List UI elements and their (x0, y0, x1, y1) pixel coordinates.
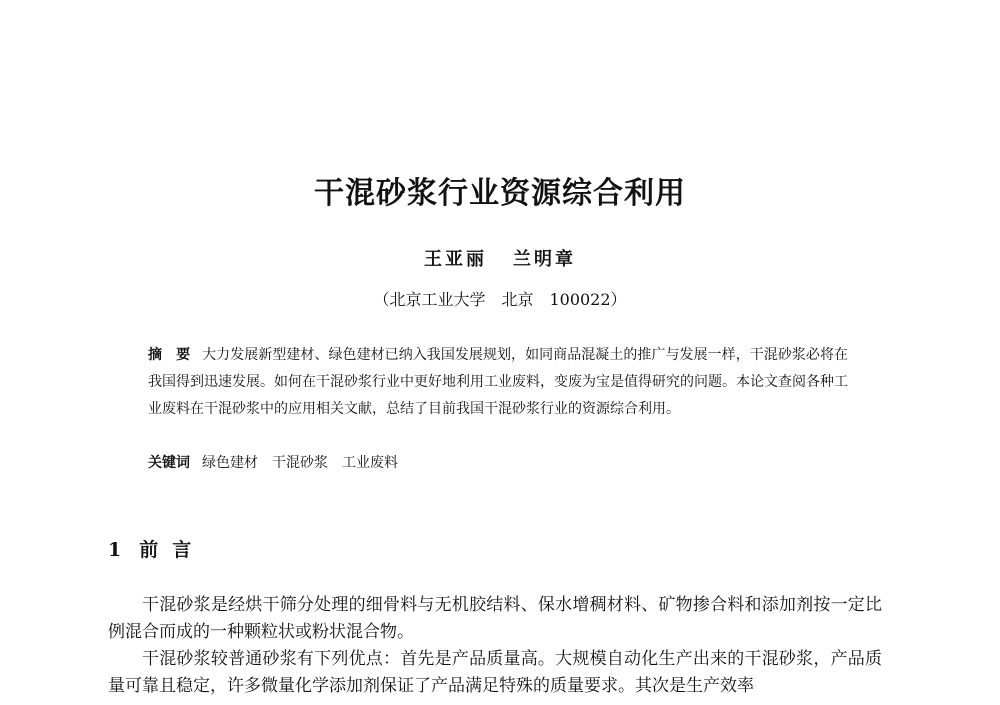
affiliation: （北京工业大学 北京 100022） (373, 290, 627, 309)
abstract (148, 342, 848, 423)
keyword: 工业废料 (342, 455, 398, 471)
paragraph: 干混砂浆是经烘干筛分处理的细骨料与无机胶结料、保水增稠材料、矿物掺合料和添加剂按一定比例混合而成的一种颗粒状或粉状混合物。 (108, 595, 882, 642)
paper-title: 干混砂浆行业资源综合利用 (314, 176, 686, 211)
body-text (108, 592, 882, 700)
authors (0, 245, 1000, 271)
author-name: 王亚丽 (424, 249, 487, 270)
paragraph: 干混砂浆较普通砂浆有下列优点：首先是产品质量高。大规模自动化生产出来的干混砂浆，产品质量可靠且稳定，许多微量化学添加剂保证了产品满足特殊的质量要求。其次是生产效率 (108, 649, 882, 696)
keyword: 干混砂浆 (272, 455, 328, 471)
section-number: 1 (108, 539, 122, 561)
keywords-label: 关键词 (148, 455, 190, 471)
section-name: 前言 (139, 539, 206, 561)
author-name: 兰明章 (513, 249, 576, 270)
section-heading (108, 535, 205, 562)
abstract-label: 摘 要 (148, 347, 191, 363)
keywords (148, 452, 848, 472)
abstract-text: 大力发展新型建材、绿色建材已纳入我国发展规划，如同商品混凝土的推广与发展一样，干混砂浆必将在我国得到迅速发展。如何在干混砂浆行业中更好地利用工业废料，变废为宝是值得研究的问题。本论文查阅各种工业废料在干混砂浆中的应用相关文献，总结了目前我国干混砂浆行业的资源综合利用。 (148, 347, 848, 417)
keyword: 绿色建材 (202, 455, 258, 471)
